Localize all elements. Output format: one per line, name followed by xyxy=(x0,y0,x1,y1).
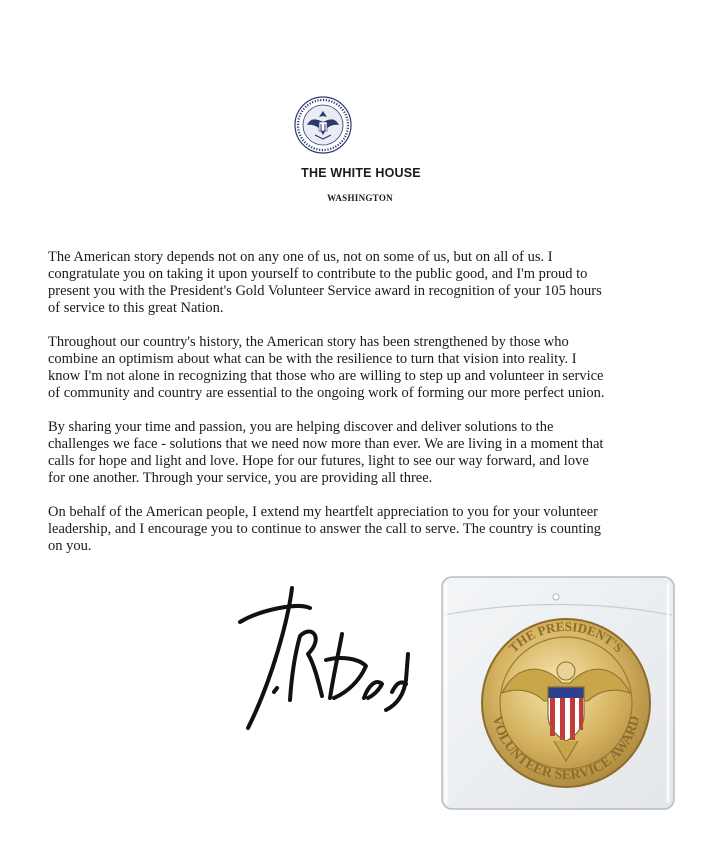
medal-inscription-top: THE PRESIDENT'S xyxy=(505,618,627,656)
letter-paragraph: By sharing your time and passion, you are helping discover and deliver solutions to the challenges we face - solutions that we need now more than ever. We are living in a moment that calls for hope and light and love. Hope for our futures, light to see our way forward, and love for one another. Through your service, you are providing all three. xyxy=(48,419,604,486)
letterhead-title: THE WHITE HOUSE xyxy=(301,166,421,180)
letter-body xyxy=(48,249,608,572)
letter-paragraph: On behalf of the American people, I extend my heartfelt appreciation to you for your volunteer leadership, and I encourage you to continue to answer the call to serve. The country is counting on you. xyxy=(48,504,601,554)
letterhead-location: WASHINGTON xyxy=(327,193,393,203)
medal-pouch xyxy=(438,575,678,813)
medal-inscription-bottom: VOLUNTEER SERVICE AWARD xyxy=(488,714,644,784)
letter-paragraph: The American story depends not on any one of us, not on some of us, but on all of us. I congratulate you on taking it upon yourself to contribute to the public good, and I'm proud to present you with the President's Gold Volunteer Service award in recognition of your 105 hours of service to this great Nation. xyxy=(48,249,602,316)
presidential-seal-icon xyxy=(293,95,353,155)
signature xyxy=(200,580,430,750)
letter-paragraph: Throughout our country's history, the American story has been strengthened by those who combine an optimism about what can be with the resilience to turn that vision into reality. I know I'm not alone in recognizing that those who are willing to step up and volunteer in service of community and country are essential to the ongoing work of forming our more perfect union. xyxy=(48,334,605,401)
